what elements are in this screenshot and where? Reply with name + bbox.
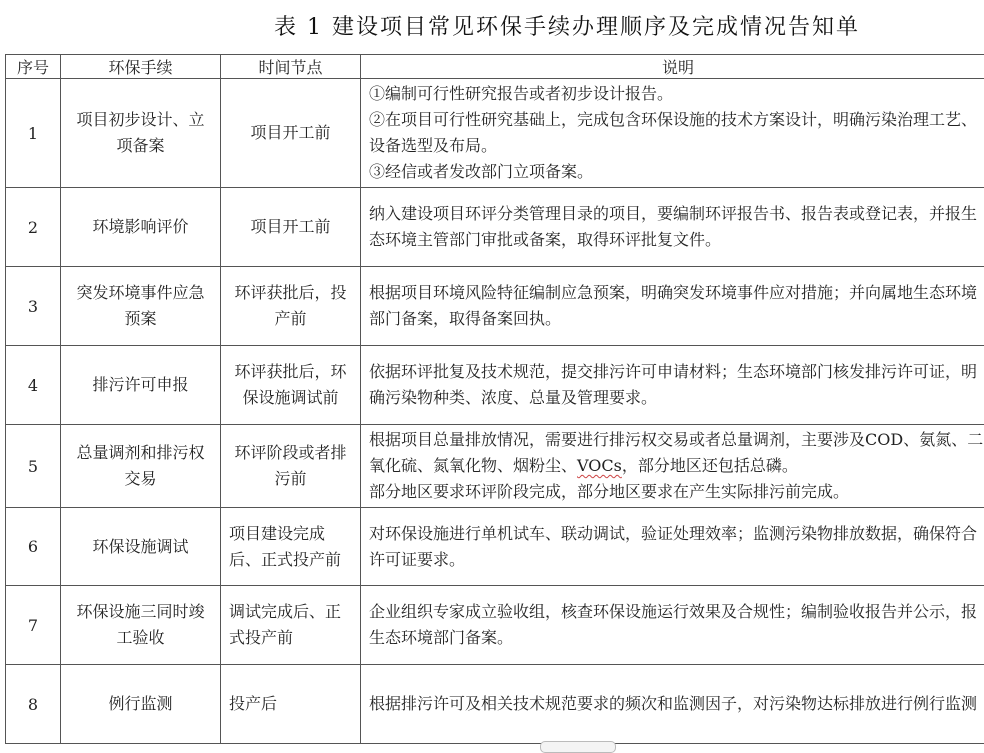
scroll-handle[interactable] (540, 741, 616, 753)
row-step: 总量调剂和排污权交易 (61, 425, 221, 508)
procedure-table (5, 54, 984, 744)
header-step: 环保手续 (61, 55, 221, 79)
desc-line: 企业组织专家成立验收组，核查环保设施运行效果及合规性；编制验收报告并公示，报生态环境部门备案。 (369, 599, 984, 651)
row-num: 4 (6, 346, 61, 425)
row-num: 8 (6, 665, 61, 744)
row-time: 调试完成后、正式投产前 (221, 586, 361, 665)
table-row (6, 346, 984, 425)
desc-line: ②在项目可行性研究基础上，完成包含环保设施的技术方案设计，明确污染治理工艺、设备选型及布局。 (369, 107, 984, 159)
desc-line: ①编制可行性研究报告或者初步设计报告。 (369, 81, 984, 107)
header-num: 序号 (6, 55, 61, 79)
row-step: 环保设施调试 (61, 508, 221, 586)
desc-line: 对环保设施进行单机试车、联动调试，验证处理效率；监测污染物排放数据，确保符合许可证要求。 (369, 521, 984, 573)
row-time: 项目开工前 (221, 188, 361, 267)
row-step: 排污许可申报 (61, 346, 221, 425)
row-num: 5 (6, 425, 61, 508)
row-desc (361, 267, 984, 346)
desc-line (369, 427, 984, 479)
row-desc (361, 346, 984, 425)
header-desc: 说明 (361, 55, 984, 79)
row-step: 项目初步设计、立项备案 (61, 79, 221, 188)
table-row (6, 508, 984, 586)
row-desc (361, 665, 984, 744)
row-num: 3 (6, 267, 61, 346)
row-time: 环评阶段或者排污前 (221, 425, 361, 508)
row-time: 环评获批后，投产前 (221, 267, 361, 346)
table-row (6, 79, 984, 188)
desc-line: 依据环评批复及技术规范，提交排污许可申请材料；生态环境部门核发排污许可证，明确污染物种类、浓度、总量及管理要求。 (369, 359, 984, 411)
table-row (6, 267, 984, 346)
vocs-term: VOCs (577, 456, 622, 475)
table-header-row (6, 55, 984, 79)
row-desc (361, 586, 984, 665)
table-row (6, 586, 984, 665)
row-desc (361, 508, 984, 586)
row-desc (361, 425, 984, 508)
row-num: 7 (6, 586, 61, 665)
desc-line: 根据项目环境风险特征编制应急预案，明确突发环境事件应对措施；并向属地生态环境部门备案，取得备案回执。 (369, 280, 984, 332)
row-time: 项目开工前 (221, 79, 361, 188)
row-step: 环境影响评价 (61, 188, 221, 267)
page-title: 表 1 建设项目常见环保手续办理顺序及完成情况告知单 (0, 10, 984, 41)
row-num: 2 (6, 188, 61, 267)
header-time: 时间节点 (221, 55, 361, 79)
row-time: 环评获批后，环保设施调试前 (221, 346, 361, 425)
row-step: 突发环境事件应急预案 (61, 267, 221, 346)
row-time: 投产后 (221, 665, 361, 744)
table-row (6, 425, 984, 508)
row-step: 环保设施三同时竣工验收 (61, 586, 221, 665)
desc-text: ，部分地区还包括总磷。 (622, 456, 798, 475)
desc-line: ③经信或者发改部门立项备案。 (369, 159, 984, 185)
table-row (6, 665, 984, 744)
desc-line: 纳入建设项目环评分类管理目录的项目，要编制环评报告书、报告表或登记表，并报生态环境主管部门审批或备案，取得环评批复文件。 (369, 201, 984, 253)
row-step: 例行监测 (61, 665, 221, 744)
row-desc (361, 79, 984, 188)
row-desc (361, 188, 984, 267)
row-num: 1 (6, 79, 61, 188)
desc-text: 根据项目总量排放情况，需要进行排污权交易或者总量调剂，主要涉及COD、氨氮、二氧化硫、氮氧化物、烟粉尘、 (369, 430, 983, 475)
desc-line: 根据排污许可及相关技术规范要求的频次和监测因子，对污染物达标排放进行例行监测 (369, 691, 984, 717)
desc-line: 部分地区要求环评阶段完成，部分地区要求在产生实际排污前完成。 (369, 479, 984, 505)
table-row (6, 188, 984, 267)
row-time: 项目建设完成后、正式投产前 (221, 508, 361, 586)
row-num: 6 (6, 508, 61, 586)
